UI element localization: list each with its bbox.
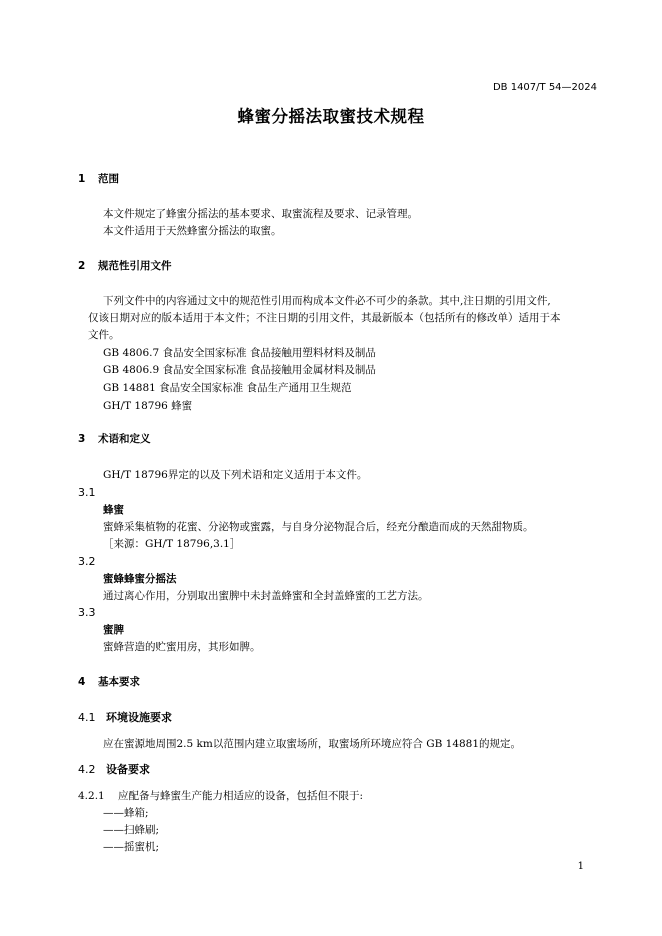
section-number: 4: [78, 676, 86, 688]
term-number: 3.2: [78, 555, 96, 568]
section-2-paragraph-line: 文件。: [88, 329, 120, 341]
term-definition: 蜜蜂采集植物的花蜜、分泌物或蜜露，与自身分泌物混合后，经充分酿造而成的天然甜物质。: [103, 521, 534, 533]
term-definition: 通过离心作用，分别取出蜜脾中未封盖蜂蜜和全封盖蜂蜜的工艺方法。: [103, 590, 429, 602]
section-title: 规范性引用文件: [98, 260, 172, 272]
section-2-heading: [78, 257, 172, 275]
list-item: ——摇蜜机;: [103, 841, 160, 853]
section-number: 1: [78, 173, 86, 185]
section-1-paragraph-1: 本文件规定了蜂蜜分摇法的基本要求、取蜜流程及要求、记录管理。: [103, 208, 418, 220]
subsection-4-1-text: 应在蜜源地周围2.5 km以范围内建立取蜜场所，取蜜场所环境应符合 GB 14881的规定。: [103, 738, 522, 750]
section-title: 术语和定义: [98, 433, 151, 445]
section-3-heading: [78, 430, 151, 448]
section-1-paragraph-2: 本文件适用于天然蜂蜜分摇法的取蜜。: [103, 225, 282, 237]
section-3-intro: GH/T 18796界定的以及下列术语和定义适用于本文件。: [103, 469, 368, 481]
subsection-title: 设备要求: [106, 763, 150, 776]
term-number: 3.1: [78, 486, 96, 499]
normative-reference: GB 14881 食品安全国家标准 食品生产通用卫生规范: [103, 382, 352, 394]
subsection-4-2-heading: [78, 761, 150, 779]
subsection-number: 4.2: [78, 763, 96, 776]
page-number: 1: [577, 861, 584, 872]
normative-reference: GB 4806.9 食品安全国家标准 食品接触用金属材料及制品: [103, 364, 376, 376]
term-definition: 蜜蜂营造的贮蜜用房，其形如脾。: [103, 641, 261, 653]
section-number: 2: [78, 260, 86, 272]
term-name: 蜜蜂蜂蜜分摇法: [103, 573, 177, 585]
term-name: 蜜脾: [103, 624, 124, 636]
section-title: 基本要求: [98, 676, 140, 688]
document-code: DB 1407/T 54—2024: [492, 82, 597, 93]
section-1-heading: [78, 170, 119, 188]
section-2-paragraph-line: 下列文件中的内容通过文中的规范性引用而构成本文件必不可少的条款。其中,注日期的引用文件,: [103, 295, 551, 307]
section-4-heading: [78, 673, 140, 691]
section-number: 3: [78, 433, 86, 445]
document-title: 蜂蜜分摇法取蜜技术规程: [237, 107, 425, 126]
term-source: ［来源：GH/T 18796,3.1］: [103, 538, 241, 550]
normative-reference: GB 4806.7 食品安全国家标准 食品接触用塑料材料及制品: [103, 347, 376, 359]
clause-number: 4.2.1: [78, 790, 105, 802]
clause-text: 应配备与蜂蜜生产能力相适应的设备，包括但不限于:: [118, 790, 364, 802]
section-2-paragraph-line: 仅该日期对应的版本适用于本文件；不注日期的引用文件，其最新版本（包括所有的修改单）适用于本: [88, 312, 561, 324]
term-number: 3.3: [78, 606, 96, 619]
list-item: ——蜂箱;: [103, 807, 149, 819]
clause-4-2-1: [78, 787, 363, 805]
section-title: 范围: [98, 173, 119, 185]
subsection-title: 环境设施要求: [106, 711, 172, 724]
list-item: ——扫蜂刷;: [103, 824, 160, 836]
normative-reference: GH/T 18796 蜂蜜: [103, 400, 193, 412]
subsection-number: 4.1: [78, 711, 96, 724]
subsection-4-1-heading: [78, 709, 172, 727]
term-name: 蜂蜜: [103, 504, 124, 516]
